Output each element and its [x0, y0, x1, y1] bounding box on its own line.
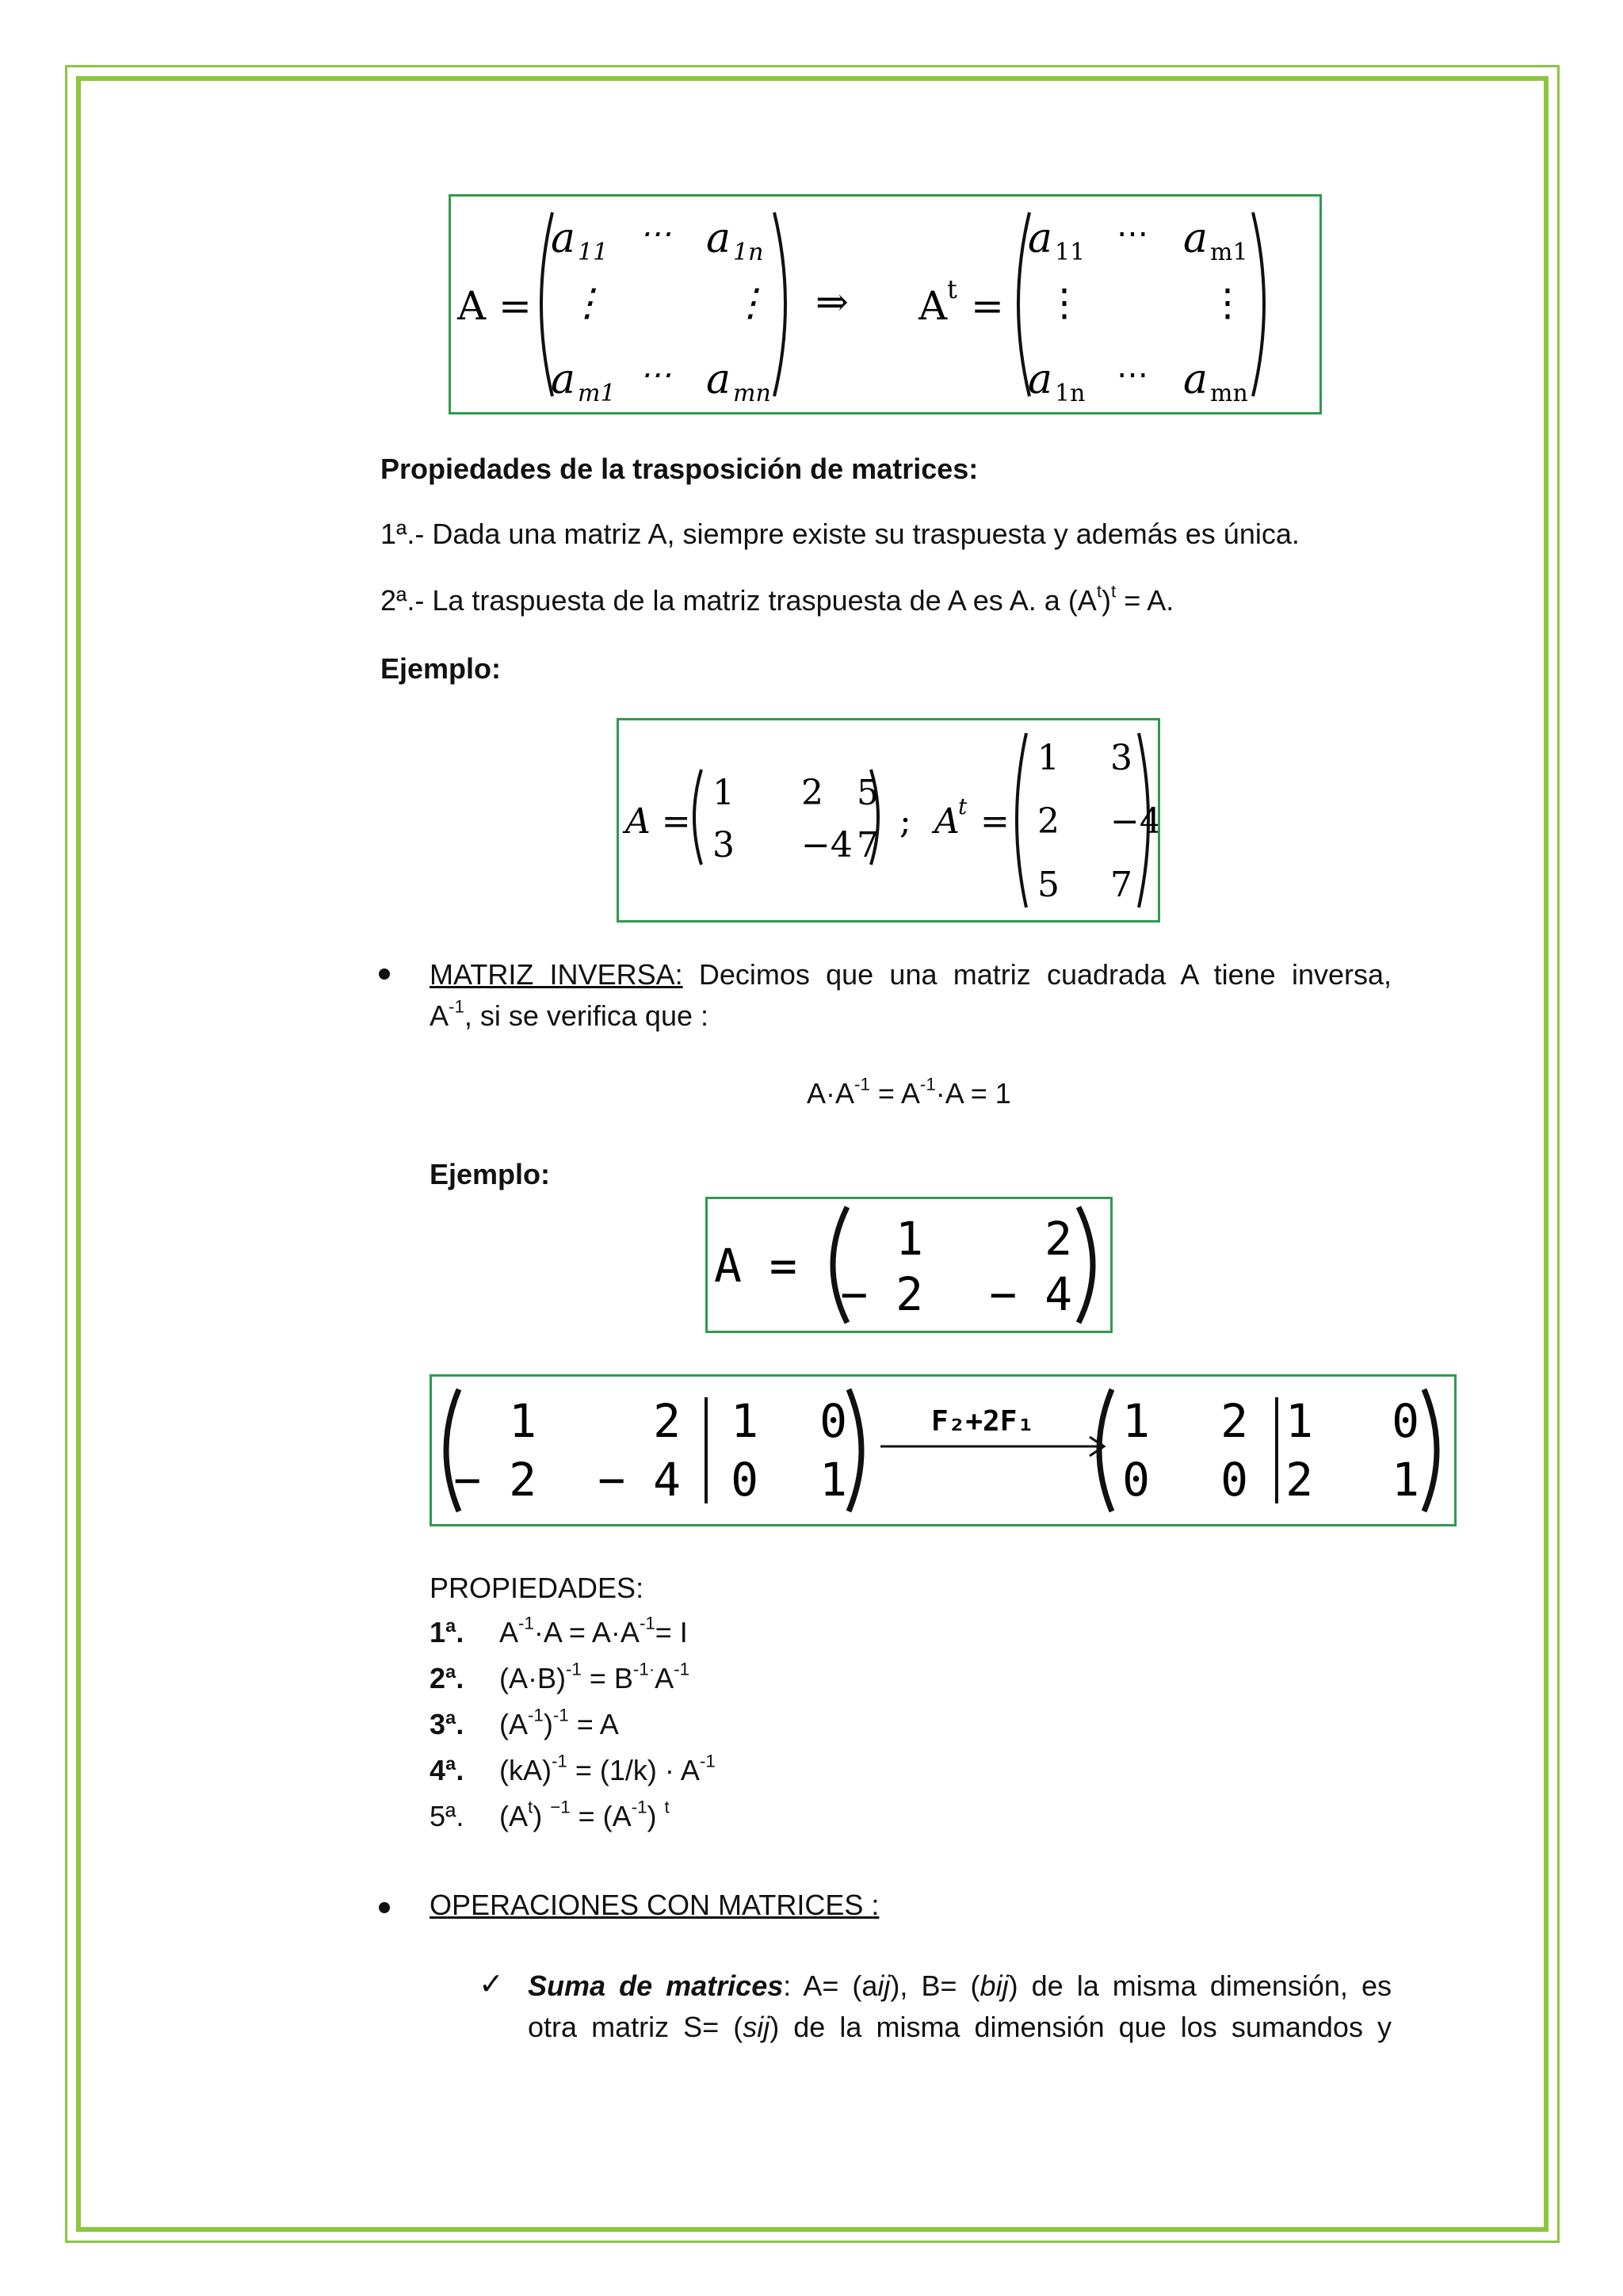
inverse-property-5 — [430, 1799, 670, 1833]
matrix-entry: 1 — [1037, 738, 1060, 778]
formula-part: = A — [869, 1077, 920, 1110]
property-sup: -1 — [552, 1751, 567, 1771]
property-sup: -1 — [639, 1613, 655, 1633]
matrix-entry-subscript: 1n — [1055, 380, 1086, 407]
property-text: ·A = A·A — [533, 1616, 640, 1648]
formula-sup: -1 — [854, 1074, 870, 1095]
matrix-ellipsis: ⋮ — [568, 281, 606, 325]
property-sup: -1 — [528, 1705, 544, 1725]
formula-part: ·A = 1 — [935, 1077, 1011, 1110]
inverse-example-box — [705, 1197, 1113, 1333]
matrix-entry: − 2 — [840, 1267, 923, 1321]
matrix-entry: 1 — [896, 1212, 923, 1266]
sum-text-italic: ij — [877, 1969, 891, 2002]
transpose-eq: = — [971, 283, 1004, 329]
inverse-text: A — [430, 999, 449, 1032]
matrix-entry: 0 — [1122, 1453, 1150, 1507]
matrix-entry: −4 — [801, 825, 853, 865]
gauss-jordan-box — [430, 1374, 1457, 1526]
paren-left — [694, 770, 701, 865]
matrix-entry: a — [551, 215, 576, 262]
matrix-entry-subscript: mn — [1210, 380, 1248, 407]
matrix-entry-subscript: mn — [733, 380, 771, 407]
property-sup: -1 — [631, 1797, 647, 1817]
sum-text: : A= (a — [783, 1969, 878, 2002]
inverse-property-2 — [430, 1661, 689, 1695]
matrix-entry: 2 — [1285, 1453, 1313, 1507]
matrix-entry: − 2 — [453, 1453, 537, 1507]
matrix-entry: 0 — [1392, 1394, 1419, 1448]
formula-sup: -1 — [919, 1074, 936, 1095]
matrix-entry: 2 — [1044, 1212, 1072, 1266]
matrix-entry: 1 — [1122, 1394, 1150, 1448]
matrix-entry: 1 — [819, 1453, 847, 1507]
prop2-text: ) — [1102, 584, 1112, 617]
example-separator: ; — [899, 801, 911, 842]
matrix-entry: a — [1028, 215, 1053, 262]
paren-left — [1099, 1389, 1112, 1511]
paren-right — [849, 1389, 861, 1511]
matrix-ellipsis: ⋯ — [640, 357, 671, 393]
property-sup: -1 — [699, 1751, 716, 1771]
sum-title: Suma de matrices — [528, 1969, 784, 2002]
matrix-ellipsis: ⋯ — [640, 216, 671, 252]
bullet-icon — [379, 1902, 390, 1913]
checkmark-icon: ✓ — [479, 1968, 504, 2001]
property-sup: -1 — [518, 1613, 534, 1633]
property-text: ) — [533, 1800, 551, 1832]
matrix-entry: a — [1183, 356, 1209, 403]
property-text: = I — [655, 1616, 688, 1648]
matrix-entry: − 4 — [989, 1267, 1072, 1321]
inverse-example-figure — [708, 1199, 1110, 1331]
formula-part: A·A — [807, 1077, 855, 1110]
matrix-ellipsis: ⋮ — [731, 281, 769, 325]
property-text: ) — [543, 1708, 553, 1740]
matrix-entry-subscript: 11 — [1055, 239, 1086, 266]
prop2-sup: t — [1096, 581, 1102, 602]
sum-text: otra matriz S= ( — [528, 2011, 743, 2043]
matrix-entry: a — [1183, 215, 1209, 262]
matrix-entry: 1 — [712, 773, 735, 813]
property-text: = B — [581, 1662, 633, 1694]
inverse-property-4 — [430, 1753, 716, 1787]
matrix-entry: 3 — [712, 825, 735, 865]
property-sup: -1 — [674, 1659, 690, 1679]
paren-right — [1079, 1207, 1093, 1323]
matrix-entry: 7 — [1110, 865, 1132, 905]
inverse-property-1 — [430, 1615, 688, 1649]
property-sup: -1 — [566, 1659, 582, 1679]
matrix-entry: 5 — [857, 773, 879, 813]
property-sup: t — [664, 1797, 670, 1817]
property-text: (A — [499, 1800, 528, 1832]
inverse-formula — [807, 1076, 1011, 1110]
paren-left — [1017, 733, 1026, 907]
matrix-entry-subscript: 11 — [578, 239, 609, 266]
transpose-rhs: A — [918, 283, 948, 329]
prop2-text: = A. — [1116, 584, 1174, 617]
inverse-title: MATRIZ INVERSA: — [430, 958, 683, 991]
transpose-definition-box — [449, 194, 1322, 415]
matrix-entry: 1 — [509, 1394, 537, 1448]
property-text: (kA) — [499, 1754, 552, 1786]
matrix-ellipsis: ⋯ — [1117, 357, 1148, 393]
matrix-entry: a — [706, 356, 731, 403]
property-sup: −1 — [550, 1797, 571, 1817]
property-sup: -1· — [632, 1659, 655, 1679]
example-label: Ejemplo: — [430, 1158, 551, 1190]
property-number: 1ª. — [430, 1616, 464, 1648]
transpose-definition-figure — [451, 197, 1319, 412]
matrix-entry-subscript: m1 — [1210, 239, 1248, 266]
inverse-property-3 — [430, 1707, 619, 1741]
matrix-entry: −4 — [1110, 801, 1158, 842]
matrix-entry: 5 — [1037, 865, 1060, 905]
inverse-properties-title: PROPIEDADES: — [430, 1572, 644, 1604]
matrix-entry: a — [551, 356, 576, 403]
matrix-entry: a — [706, 215, 731, 262]
inverse-text: , si se verifica que : — [464, 999, 708, 1032]
matrix-entry: 2 — [801, 773, 823, 813]
prop2-sup: t — [1111, 581, 1117, 602]
paren-right — [1424, 1389, 1437, 1511]
example2-lhs: A = — [714, 1239, 797, 1293]
sum-text-italic: bij — [980, 1969, 1009, 2002]
sum-definition-line-2 — [528, 2007, 1392, 2048]
inverse-definition-line-1 — [430, 954, 1392, 995]
property-number: 3ª. — [430, 1708, 464, 1740]
example-eq: = — [980, 801, 1010, 842]
property-text: A — [499, 1616, 519, 1648]
property-sup: -1 — [552, 1705, 569, 1725]
transposition-property-2 — [380, 583, 1174, 617]
matrix-ellipsis: ⋮ — [1045, 281, 1083, 325]
matrix-entry: 2 — [653, 1394, 681, 1448]
transpose-example-box — [617, 718, 1160, 923]
property-text: = (1/k) · A — [567, 1754, 700, 1786]
sum-text: ), B= ( — [890, 1969, 980, 2002]
example-label: Ejemplo: — [380, 652, 502, 685]
matrix-entry: 1 — [1392, 1453, 1419, 1507]
implies-arrow: ⇒ — [815, 279, 849, 325]
prop2-text: 2ª.- La traspuesta de la matriz traspuesta de A es A. a (A — [380, 584, 1097, 617]
matrix-entry: 7 — [857, 825, 879, 865]
transpose-lhs: A = — [457, 283, 532, 329]
paren-right — [1253, 212, 1264, 396]
property-text: = (A — [570, 1800, 632, 1832]
property-text: A — [655, 1662, 674, 1694]
example-rhs: A — [934, 801, 960, 842]
inverse-text: Decimos que una matriz cuadrada A tiene inversa, — [682, 958, 1392, 991]
matrix-ellipsis: ⋯ — [1117, 216, 1148, 252]
inverse-sup: -1 — [449, 996, 464, 1017]
sum-text-italic: sij — [743, 2011, 770, 2043]
property-number: 4ª. — [430, 1754, 464, 1786]
inverse-definition-line-2 — [430, 995, 708, 1037]
property-text: (A·B) — [499, 1662, 566, 1694]
matrix-entry: 0 — [731, 1453, 758, 1507]
matrix-entry: 3 — [1110, 738, 1132, 778]
sum-text: ) de la misma dimensión, es — [1008, 1969, 1392, 2002]
property-sup: t — [528, 1797, 533, 1817]
matrix-ellipsis: ⋮ — [1209, 281, 1247, 325]
gauss-jordan-figure — [432, 1377, 1454, 1524]
matrix-entry: 2 — [1037, 801, 1060, 842]
matrix-entry-subscript: 1n — [733, 239, 764, 266]
example-rhs-sup: t — [958, 793, 968, 819]
bullet-icon — [379, 968, 390, 980]
transpose-example-figure — [619, 720, 1158, 920]
matrix-entry-subscript: m1 — [578, 380, 616, 407]
matrix-entry: a — [1028, 356, 1053, 403]
transposition-properties-title: Propiedades de la trasposición de matrices: — [380, 453, 979, 485]
paren-right — [774, 212, 785, 396]
matrix-entry: 2 — [1220, 1394, 1248, 1448]
property-text: ) — [647, 1800, 665, 1832]
operations-title: OPERACIONES CON MATRICES : — [430, 1889, 880, 1921]
matrix-entry: 1 — [731, 1394, 758, 1448]
row-operation-label: F₂+2F₁ — [931, 1405, 1035, 1438]
matrix-entry: − 4 — [598, 1453, 681, 1507]
property-number: 2ª. — [430, 1662, 464, 1694]
property-text: (A — [499, 1708, 528, 1740]
transposition-property-1: 1ª.- Dada una matriz A, siempre existe su traspuesta y además es única. — [380, 518, 1300, 550]
transpose-rhs-sup: t — [947, 274, 957, 304]
property-text: = A — [568, 1708, 619, 1740]
property-number: 5ª. — [430, 1800, 464, 1832]
sum-text: ) de la misma dimensión que los sumandos y — [769, 2011, 1392, 2043]
matrix-entry: 0 — [1220, 1453, 1248, 1507]
matrix-entry: 0 — [819, 1394, 847, 1448]
matrix-entry: 1 — [1285, 1394, 1313, 1448]
example-lhs: A = — [625, 801, 691, 842]
sum-definition-line-1 — [528, 1966, 1392, 2007]
